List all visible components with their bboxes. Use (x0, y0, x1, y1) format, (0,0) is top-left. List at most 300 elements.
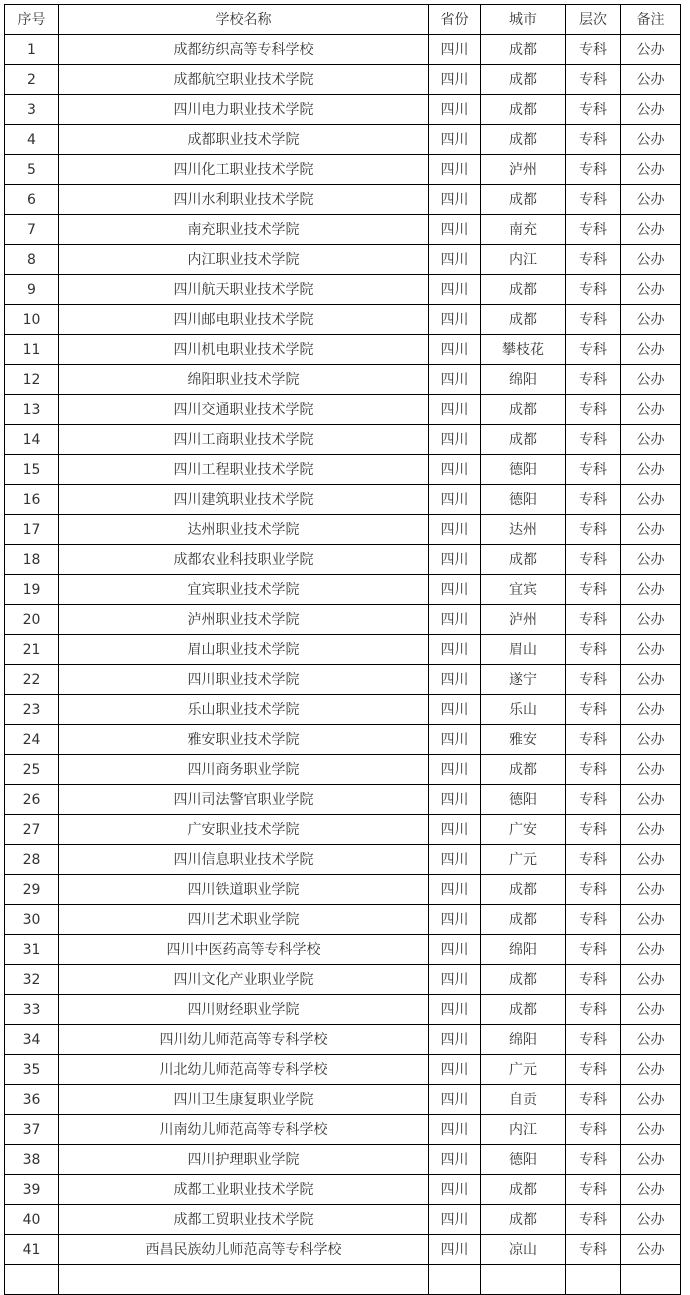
cell-note: 公办 (621, 455, 681, 485)
cell-note: 公办 (621, 515, 681, 545)
cell-school-name: 眉山职业技术学院 (59, 635, 429, 665)
table-row (5, 335, 681, 365)
cell-level: 专科 (566, 155, 621, 185)
cell-city: 宜宾 (481, 575, 566, 605)
cell-index: 9 (5, 275, 59, 305)
cell-note: 公办 (621, 815, 681, 845)
cell-school-name: 达州职业技术学院 (59, 515, 429, 545)
cell-province: 四川 (429, 1205, 481, 1235)
cell-note: 公办 (621, 935, 681, 965)
cell-index: 7 (5, 215, 59, 245)
table-row (5, 35, 681, 65)
cell-province: 四川 (429, 725, 481, 755)
cell-level: 专科 (566, 95, 621, 125)
cell-city: 成都 (481, 125, 566, 155)
cell-province: 四川 (429, 965, 481, 995)
table-row (5, 125, 681, 155)
cell-school-name: 四川邮电职业技术学院 (59, 305, 429, 335)
cell-school-name: 南充职业技术学院 (59, 215, 429, 245)
cell-city: 德阳 (481, 455, 566, 485)
cell-province: 四川 (429, 1055, 481, 1085)
cell-city: 内江 (481, 245, 566, 275)
cell-note: 公办 (621, 485, 681, 515)
cell-index: 21 (5, 635, 59, 665)
cell-index: 39 (5, 1175, 59, 1205)
cell-note: 公办 (621, 335, 681, 365)
cell-index: 28 (5, 845, 59, 875)
cell-city: 广安 (481, 815, 566, 845)
cell-note: 公办 (621, 845, 681, 875)
table-row (5, 845, 681, 875)
cell-city: 凉山 (481, 1235, 566, 1265)
cell-province: 四川 (429, 785, 481, 815)
cell-note: 公办 (621, 1175, 681, 1205)
cell-school-name: 四川工程职业技术学院 (59, 455, 429, 485)
cell-school-name: 西昌民族幼儿师范高等专科学校 (59, 1235, 429, 1265)
cell-level: 专科 (566, 785, 621, 815)
cell-note: 公办 (621, 1085, 681, 1115)
table-row (5, 305, 681, 335)
table-row (5, 515, 681, 545)
cell-province: 四川 (429, 155, 481, 185)
cell-index: 11 (5, 335, 59, 365)
cell-school-name: 成都职业技术学院 (59, 125, 429, 155)
cell-note: 公办 (621, 65, 681, 95)
cell-city: 广元 (481, 845, 566, 875)
table-row (5, 965, 681, 995)
cell-province: 四川 (429, 395, 481, 425)
table-row (5, 485, 681, 515)
cell-city: 内江 (481, 1115, 566, 1145)
cell-index: 24 (5, 725, 59, 755)
table-body (5, 35, 681, 1295)
cell-province: 四川 (429, 845, 481, 875)
cell-index: 18 (5, 545, 59, 575)
cell-index: 41 (5, 1235, 59, 1265)
cell-level: 专科 (566, 665, 621, 695)
cell-province: 四川 (429, 1025, 481, 1055)
table-row (5, 365, 681, 395)
cell-city: 成都 (481, 95, 566, 125)
cell-province: 四川 (429, 935, 481, 965)
cell-level: 专科 (566, 995, 621, 1025)
cell-index: 16 (5, 485, 59, 515)
cell-city: 成都 (481, 905, 566, 935)
cell-level: 专科 (566, 485, 621, 515)
cell-city: 成都 (481, 755, 566, 785)
cell-note: 公办 (621, 695, 681, 725)
cell-note: 公办 (621, 665, 681, 695)
cell-city: 成都 (481, 275, 566, 305)
cell-city: 广元 (481, 1055, 566, 1085)
cell-level: 专科 (566, 365, 621, 395)
cell-province: 四川 (429, 365, 481, 395)
cell-city: 成都 (481, 65, 566, 95)
cell-city: 成都 (481, 875, 566, 905)
cell-province: 四川 (429, 425, 481, 455)
cell-level: 专科 (566, 35, 621, 65)
cell-school-name: 乐山职业技术学院 (59, 695, 429, 725)
cell-province: 四川 (429, 995, 481, 1025)
cell-index: 25 (5, 755, 59, 785)
cell-province: 四川 (429, 545, 481, 575)
school-list-table-container (4, 4, 681, 1295)
cell-note: 公办 (621, 155, 681, 185)
cell-school-name: 四川水利职业技术学院 (59, 185, 429, 215)
cell-province: 四川 (429, 1175, 481, 1205)
cell-level: 专科 (566, 935, 621, 965)
cell-city: 绵阳 (481, 935, 566, 965)
cell-school-name: 成都农业科技职业学院 (59, 545, 429, 575)
cell-note (621, 1265, 681, 1295)
table-row (5, 545, 681, 575)
cell-school-name: 四川商务职业学院 (59, 755, 429, 785)
cell-province: 四川 (429, 185, 481, 215)
cell-level (566, 1265, 621, 1295)
cell-index: 5 (5, 155, 59, 185)
cell-note: 公办 (621, 275, 681, 305)
cell-province: 四川 (429, 755, 481, 785)
cell-index: 34 (5, 1025, 59, 1055)
cell-city: 雅安 (481, 725, 566, 755)
cell-school-name: 四川铁道职业学院 (59, 875, 429, 905)
cell-city: 德阳 (481, 485, 566, 515)
cell-note: 公办 (621, 995, 681, 1025)
table-row (5, 455, 681, 485)
cell-index: 6 (5, 185, 59, 215)
cell-index: 27 (5, 815, 59, 845)
cell-city: 泸州 (481, 155, 566, 185)
cell-city: 成都 (481, 965, 566, 995)
table-row (5, 785, 681, 815)
cell-note: 公办 (621, 35, 681, 65)
cell-city: 绵阳 (481, 365, 566, 395)
cell-level: 专科 (566, 395, 621, 425)
cell-note: 公办 (621, 425, 681, 455)
table-row (5, 995, 681, 1025)
cell-level: 专科 (566, 275, 621, 305)
cell-city: 成都 (481, 995, 566, 1025)
table-row (5, 1115, 681, 1145)
cell-level: 专科 (566, 905, 621, 935)
cell-province: 四川 (429, 635, 481, 665)
cell-note: 公办 (621, 125, 681, 155)
cell-school-name: 泸州职业技术学院 (59, 605, 429, 635)
table-row (5, 1055, 681, 1085)
cell-index: 31 (5, 935, 59, 965)
cell-level: 专科 (566, 425, 621, 455)
cell-province: 四川 (429, 215, 481, 245)
table-row (5, 65, 681, 95)
cell-note: 公办 (621, 1025, 681, 1055)
cell-school-name: 四川交通职业技术学院 (59, 395, 429, 425)
cell-index: 13 (5, 395, 59, 425)
table-row (5, 875, 681, 905)
cell-index: 2 (5, 65, 59, 95)
cell-index: 38 (5, 1145, 59, 1175)
table-row (5, 755, 681, 785)
cell-note: 公办 (621, 395, 681, 425)
cell-province: 四川 (429, 1115, 481, 1145)
table-row (5, 1205, 681, 1235)
cell-province: 四川 (429, 335, 481, 365)
cell-city: 成都 (481, 185, 566, 215)
cell-school-name: 川北幼儿师范高等专科学校 (59, 1055, 429, 1085)
cell-province: 四川 (429, 1145, 481, 1175)
cell-note: 公办 (621, 185, 681, 215)
table-row (5, 1085, 681, 1115)
cell-index: 3 (5, 95, 59, 125)
header-city: 城市 (481, 5, 566, 35)
cell-school-name: 四川工商职业技术学院 (59, 425, 429, 455)
cell-province: 四川 (429, 275, 481, 305)
table-row (5, 1025, 681, 1055)
table-header-row (5, 5, 681, 35)
cell-school-name: 绵阳职业技术学院 (59, 365, 429, 395)
cell-note: 公办 (621, 725, 681, 755)
cell-level: 专科 (566, 335, 621, 365)
cell-level: 专科 (566, 635, 621, 665)
cell-level: 专科 (566, 1055, 621, 1085)
cell-school-name (59, 1265, 429, 1295)
cell-index: 30 (5, 905, 59, 935)
cell-index: 40 (5, 1205, 59, 1235)
cell-index: 29 (5, 875, 59, 905)
cell-province (429, 1265, 481, 1295)
cell-level: 专科 (566, 875, 621, 905)
cell-city: 成都 (481, 395, 566, 425)
cell-city: 乐山 (481, 695, 566, 725)
cell-note: 公办 (621, 1145, 681, 1175)
cell-school-name: 成都航空职业技术学院 (59, 65, 429, 95)
cell-level: 专科 (566, 1145, 621, 1175)
cell-note: 公办 (621, 365, 681, 395)
table-row (5, 215, 681, 245)
table-row (5, 1175, 681, 1205)
cell-level: 专科 (566, 65, 621, 95)
cell-city: 成都 (481, 545, 566, 575)
cell-index: 20 (5, 605, 59, 635)
cell-city: 遂宁 (481, 665, 566, 695)
cell-school-name: 四川幼儿师范高等专科学校 (59, 1025, 429, 1055)
cell-school-name: 成都纺织高等专科学校 (59, 35, 429, 65)
table-row (5, 905, 681, 935)
cell-school-name: 四川电力职业技术学院 (59, 95, 429, 125)
cell-level: 专科 (566, 125, 621, 155)
table-row (5, 695, 681, 725)
cell-note: 公办 (621, 905, 681, 935)
cell-level: 专科 (566, 755, 621, 785)
cell-school-name: 四川化工职业技术学院 (59, 155, 429, 185)
table-row (5, 665, 681, 695)
cell-city: 攀枝花 (481, 335, 566, 365)
cell-province: 四川 (429, 515, 481, 545)
cell-note: 公办 (621, 875, 681, 905)
cell-note: 公办 (621, 95, 681, 125)
cell-city: 南充 (481, 215, 566, 245)
cell-index: 23 (5, 695, 59, 725)
header-school-name: 学校名称 (59, 5, 429, 35)
cell-school-name: 四川艺术职业学院 (59, 905, 429, 935)
cell-level: 专科 (566, 245, 621, 275)
cell-index: 12 (5, 365, 59, 395)
cell-note: 公办 (621, 1055, 681, 1085)
table-row (5, 935, 681, 965)
cell-province: 四川 (429, 905, 481, 935)
cell-school-name: 成都工业职业技术学院 (59, 1175, 429, 1205)
cell-note: 公办 (621, 575, 681, 605)
cell-school-name: 广安职业技术学院 (59, 815, 429, 845)
cell-province: 四川 (429, 605, 481, 635)
cell-index: 33 (5, 995, 59, 1025)
cell-city: 成都 (481, 1175, 566, 1205)
cell-level: 专科 (566, 845, 621, 875)
table-row (5, 245, 681, 275)
table-row (5, 425, 681, 455)
cell-index: 32 (5, 965, 59, 995)
cell-city: 德阳 (481, 1145, 566, 1175)
cell-level: 专科 (566, 455, 621, 485)
cell-province: 四川 (429, 695, 481, 725)
cell-level: 专科 (566, 575, 621, 605)
cell-note: 公办 (621, 785, 681, 815)
cell-level: 专科 (566, 1205, 621, 1235)
cell-province: 四川 (429, 1085, 481, 1115)
cell-province: 四川 (429, 245, 481, 275)
cell-level: 专科 (566, 305, 621, 335)
school-list-table (4, 4, 681, 1295)
cell-school-name: 四川职业技术学院 (59, 665, 429, 695)
cell-province: 四川 (429, 875, 481, 905)
cell-note: 公办 (621, 1205, 681, 1235)
cell-note: 公办 (621, 755, 681, 785)
cell-school-name: 雅安职业技术学院 (59, 725, 429, 755)
table-row (5, 95, 681, 125)
header-level: 层次 (566, 5, 621, 35)
cell-school-name: 四川航天职业技术学院 (59, 275, 429, 305)
cell-school-name: 四川文化产业职业学院 (59, 965, 429, 995)
cell-school-name: 四川中医药高等专科学校 (59, 935, 429, 965)
cell-index: 10 (5, 305, 59, 335)
cell-school-name: 宜宾职业技术学院 (59, 575, 429, 605)
cell-level: 专科 (566, 1025, 621, 1055)
cell-level: 专科 (566, 215, 621, 245)
cell-level: 专科 (566, 1085, 621, 1115)
header-province: 省份 (429, 5, 481, 35)
table-row-partial (5, 1265, 681, 1295)
cell-province: 四川 (429, 455, 481, 485)
cell-index: 14 (5, 425, 59, 455)
cell-note: 公办 (621, 635, 681, 665)
table-row (5, 395, 681, 425)
cell-province: 四川 (429, 305, 481, 335)
cell-city: 达州 (481, 515, 566, 545)
cell-province: 四川 (429, 65, 481, 95)
cell-city: 自贡 (481, 1085, 566, 1115)
cell-level: 专科 (566, 545, 621, 575)
cell-index: 36 (5, 1085, 59, 1115)
cell-note: 公办 (621, 965, 681, 995)
cell-index: 1 (5, 35, 59, 65)
cell-level: 专科 (566, 515, 621, 545)
cell-index: 15 (5, 455, 59, 485)
header-index: 序号 (5, 5, 59, 35)
cell-city: 成都 (481, 305, 566, 335)
cell-note: 公办 (621, 1235, 681, 1265)
cell-level: 专科 (566, 725, 621, 755)
cell-province: 四川 (429, 35, 481, 65)
cell-school-name: 四川护理职业学院 (59, 1145, 429, 1175)
cell-city: 泸州 (481, 605, 566, 635)
cell-city: 眉山 (481, 635, 566, 665)
header-note: 备注 (621, 5, 681, 35)
cell-index: 26 (5, 785, 59, 815)
cell-school-name: 川南幼儿师范高等专科学校 (59, 1115, 429, 1145)
cell-note: 公办 (621, 1115, 681, 1145)
cell-city: 成都 (481, 1205, 566, 1235)
table-row (5, 155, 681, 185)
table-row (5, 575, 681, 605)
table-row (5, 1235, 681, 1265)
cell-school-name: 四川建筑职业技术学院 (59, 485, 429, 515)
cell-province: 四川 (429, 575, 481, 605)
cell-note: 公办 (621, 245, 681, 275)
cell-city (481, 1265, 566, 1295)
cell-province: 四川 (429, 125, 481, 155)
cell-level: 专科 (566, 185, 621, 215)
cell-school-name: 四川司法警官职业学院 (59, 785, 429, 815)
cell-index (5, 1265, 59, 1295)
table-row (5, 605, 681, 635)
cell-city: 绵阳 (481, 1025, 566, 1055)
cell-level: 专科 (566, 1115, 621, 1145)
cell-city: 成都 (481, 425, 566, 455)
table-row (5, 1145, 681, 1175)
cell-level: 专科 (566, 605, 621, 635)
cell-level: 专科 (566, 815, 621, 845)
cell-province: 四川 (429, 1235, 481, 1265)
table-row (5, 815, 681, 845)
cell-province: 四川 (429, 815, 481, 845)
cell-province: 四川 (429, 485, 481, 515)
cell-school-name: 四川机电职业技术学院 (59, 335, 429, 365)
cell-province: 四川 (429, 665, 481, 695)
cell-index: 4 (5, 125, 59, 155)
cell-note: 公办 (621, 305, 681, 335)
table-row (5, 275, 681, 305)
cell-level: 专科 (566, 1175, 621, 1205)
cell-school-name: 内江职业技术学院 (59, 245, 429, 275)
cell-index: 37 (5, 1115, 59, 1145)
cell-province: 四川 (429, 95, 481, 125)
cell-level: 专科 (566, 695, 621, 725)
table-row (5, 635, 681, 665)
cell-note: 公办 (621, 605, 681, 635)
cell-school-name: 四川信息职业技术学院 (59, 845, 429, 875)
cell-index: 22 (5, 665, 59, 695)
cell-note: 公办 (621, 545, 681, 575)
cell-index: 8 (5, 245, 59, 275)
cell-level: 专科 (566, 1235, 621, 1265)
table-row (5, 185, 681, 215)
cell-index: 35 (5, 1055, 59, 1085)
cell-index: 19 (5, 575, 59, 605)
cell-school-name: 成都工贸职业技术学院 (59, 1205, 429, 1235)
cell-index: 17 (5, 515, 59, 545)
cell-city: 成都 (481, 35, 566, 65)
cell-level: 专科 (566, 965, 621, 995)
cell-note: 公办 (621, 215, 681, 245)
